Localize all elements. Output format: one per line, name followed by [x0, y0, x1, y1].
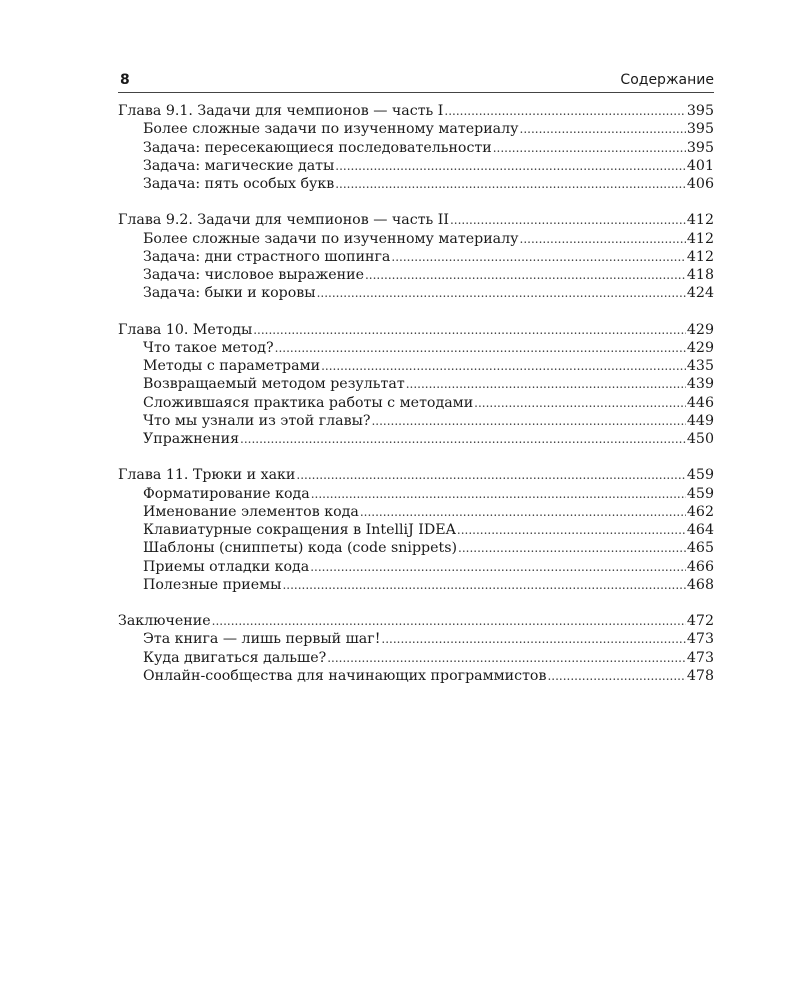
toc-section-entry[interactable] — [118, 630, 714, 648]
dot-leader — [450, 211, 686, 229]
toc-section-entry[interactable] — [118, 266, 714, 284]
toc-section-entry[interactable] — [118, 430, 714, 448]
toc-entry-page: 446 — [686, 394, 714, 411]
dot-leader — [444, 102, 686, 120]
toc-entry-page: 472 — [686, 613, 714, 629]
dot-leader — [365, 266, 686, 284]
toc-chapter-group — [118, 211, 714, 302]
toc-entry-title: Эта книга — лишь первый шаг! — [143, 631, 381, 648]
toc-chapter-entry[interactable] — [118, 466, 714, 484]
toc-entry-title: Упражнения — [143, 431, 240, 447]
toc-entry-page: 424 — [686, 285, 714, 302]
toc-section-entry[interactable] — [118, 558, 714, 576]
toc-entry-title: Заключение — [118, 613, 211, 629]
toc-section-entry[interactable] — [118, 139, 714, 157]
toc-chapter-group — [118, 102, 714, 193]
dot-leader — [371, 412, 685, 430]
toc-entry-title: Форматирование кода — [143, 485, 310, 502]
dot-leader — [520, 230, 686, 248]
toc-entry-page: 450 — [686, 431, 714, 447]
toc-entry-title: Глава 9.1. Задачи для чемпионов — часть I — [118, 103, 444, 119]
toc-entry-title: Задача: быки и коровы — [143, 285, 316, 302]
toc-entry-page: 466 — [686, 558, 714, 575]
toc-section-entry[interactable] — [118, 485, 714, 503]
toc-entry-title: Именование элементов кода — [143, 503, 359, 520]
toc-chapter-entry[interactable] — [118, 102, 714, 120]
dot-leader — [406, 375, 686, 393]
toc-entry-page: 465 — [686, 540, 714, 557]
toc-section-entry[interactable] — [118, 339, 714, 357]
toc-entry-page: 412 — [686, 212, 714, 229]
dot-leader — [327, 649, 686, 667]
dot-leader — [240, 430, 686, 448]
toc-section-entry[interactable] — [118, 357, 714, 375]
dot-leader — [282, 576, 685, 594]
running-title: Содержание — [620, 72, 714, 88]
toc-entry-title: Более сложные задачи по изученному материалу — [143, 121, 519, 138]
toc-entry-title: Клавиатурные сокращения в IntelliJ IDEA — [143, 522, 456, 538]
toc-entry-page: 464 — [686, 522, 714, 538]
toc-entry-title: Что мы узнали из этой главы? — [143, 412, 371, 429]
dot-leader — [360, 503, 686, 521]
dot-leader — [275, 339, 686, 357]
toc-chapter-group — [118, 466, 714, 594]
page-header — [118, 70, 714, 93]
toc-entry-title: Задача: дни страстного шопинга — [143, 248, 391, 265]
table-of-contents — [118, 102, 714, 703]
toc-entry-page: 449 — [686, 412, 714, 429]
toc-entry-page: 462 — [686, 503, 714, 520]
toc-entry-title: Более сложные задачи по изученному материалу — [143, 230, 519, 247]
toc-entry-title: Куда двигаться дальше? — [143, 649, 327, 666]
toc-section-entry[interactable] — [118, 375, 714, 393]
toc-chapter-entry[interactable] — [118, 211, 714, 229]
dot-leader — [296, 466, 686, 484]
dot-leader — [458, 539, 686, 557]
toc-entry-page: 401 — [686, 157, 714, 174]
toc-entry-title: Задача: пересекающиеся последовательности — [143, 139, 492, 156]
toc-section-entry[interactable] — [118, 120, 714, 138]
toc-entry-page: 473 — [686, 649, 714, 666]
toc-entry-title: Онлайн-сообщества для начинающих программистов — [143, 667, 547, 684]
toc-entry-page: 459 — [686, 467, 714, 484]
dot-leader — [317, 284, 686, 302]
dot-leader — [253, 321, 686, 339]
toc-entry-title: Возвращаемый методом результат — [143, 376, 405, 393]
toc-entry-page: 395 — [686, 139, 714, 156]
toc-chapter-group — [118, 612, 714, 685]
toc-entry-title: Что такое метод? — [143, 339, 274, 356]
toc-entry-title: Глава 11. Трюки и хаки — [118, 467, 296, 484]
toc-entry-page: 429 — [686, 321, 714, 338]
toc-entry-title: Приемы отладки кода — [143, 558, 310, 575]
toc-entry-title: Методы с параметрами — [143, 358, 321, 374]
toc-section-entry[interactable] — [118, 503, 714, 521]
toc-entry-title: Сложившаяся практика работы с методами — [143, 394, 474, 411]
toc-section-entry[interactable] — [118, 649, 714, 667]
toc-section-entry[interactable] — [118, 412, 714, 430]
toc-entry-title: Задача: числовое выражение — [143, 267, 364, 283]
toc-section-entry[interactable] — [118, 248, 714, 266]
toc-entry-page: 429 — [686, 339, 714, 356]
toc-chapter-entry[interactable] — [118, 612, 714, 630]
toc-section-entry[interactable] — [118, 576, 714, 594]
toc-entry-page: 412 — [686, 248, 714, 265]
toc-section-entry[interactable] — [118, 539, 714, 557]
dot-leader — [212, 612, 686, 630]
dot-leader — [493, 139, 686, 157]
toc-entry-page: 439 — [686, 376, 714, 393]
toc-chapter-entry[interactable] — [118, 321, 714, 339]
toc-entry-page: 435 — [686, 358, 714, 374]
toc-section-entry[interactable] — [118, 394, 714, 412]
dot-leader — [474, 394, 686, 412]
toc-entry-title: Задача: пять особых букв — [143, 176, 335, 192]
dot-leader — [381, 630, 686, 648]
toc-entry-title: Задача: магические даты — [143, 157, 335, 174]
page-number: 8 — [120, 72, 130, 88]
dot-leader — [311, 485, 686, 503]
toc-entry-page: 459 — [686, 485, 714, 502]
toc-entry-title: Полезные приемы — [143, 576, 282, 593]
toc-entry-page: 478 — [686, 667, 714, 684]
dot-leader — [321, 357, 686, 375]
dot-leader — [335, 157, 686, 175]
toc-section-entry[interactable] — [118, 230, 714, 248]
dot-leader — [547, 667, 685, 685]
dot-leader — [457, 521, 686, 539]
dot-leader — [520, 120, 686, 138]
toc-entry-page: 468 — [686, 576, 714, 593]
dot-leader — [310, 558, 686, 576]
toc-entry-page: 406 — [686, 176, 714, 192]
toc-entry-page: 418 — [686, 267, 714, 283]
dot-leader — [391, 248, 686, 266]
toc-section-entry[interactable] — [118, 157, 714, 175]
toc-section-entry[interactable] — [118, 284, 714, 302]
toc-section-entry[interactable] — [118, 667, 714, 685]
toc-entry-page: 395 — [686, 121, 714, 138]
toc-section-entry[interactable] — [118, 175, 714, 193]
toc-entry-page: 395 — [686, 103, 714, 119]
toc-entry-page: 412 — [686, 230, 714, 247]
toc-entry-title: Глава 10. Методы — [118, 321, 253, 338]
toc-entry-title: Глава 9.2. Задачи для чемпионов — часть II — [118, 212, 449, 229]
toc-section-entry[interactable] — [118, 521, 714, 539]
toc-chapter-group — [118, 321, 714, 449]
toc-entry-page: 473 — [686, 631, 714, 648]
dot-leader — [335, 175, 686, 193]
toc-entry-title: Шаблоны (сниппеты) кода (code snippets) — [143, 540, 458, 557]
